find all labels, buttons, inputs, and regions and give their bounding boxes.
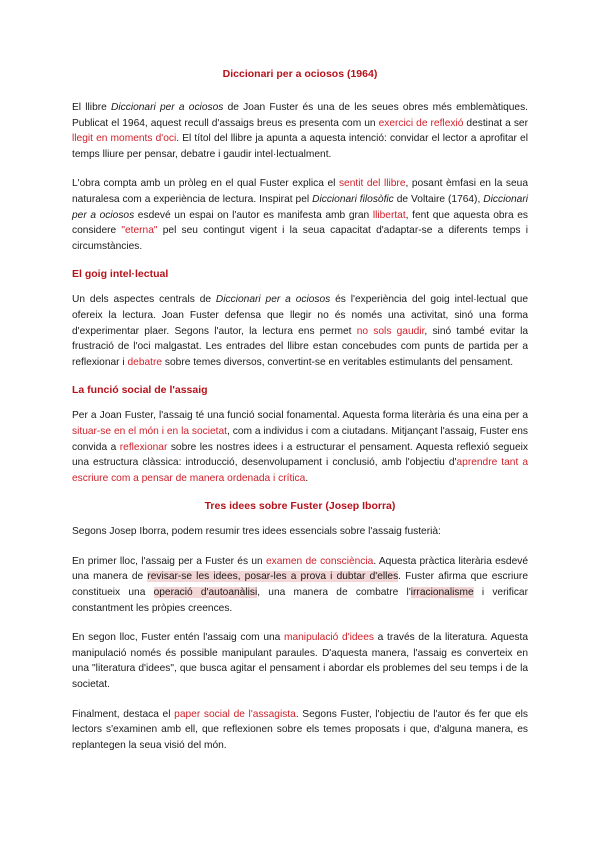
marked-text: irracionalisme (410, 587, 474, 599)
paragraph-iborra-intro: Segons Josep Iborra, podem resumir tres idees essencials sobre l'assaig fusterià: (72, 526, 441, 538)
text-run: , una manera de combatre l' (257, 587, 411, 599)
paragraph-goig (72, 292, 528, 370)
text-run: Per a Joan Fuster, l'assaig té una funció social fonamental. Aquesta forma literària és una eina per a (72, 410, 528, 422)
highlight-term: "eterna" (121, 225, 158, 237)
text-run: , com a individus i com a ciutadans. Mitjançant l'assaig, Fuster ens convida a (72, 425, 528, 453)
book-title: Diccionari per a ociosos (215, 294, 331, 306)
text-run: . (305, 472, 309, 484)
highlight-term: no sols gaudir (356, 325, 425, 337)
text-run: En primer lloc, l'assaig per a Fuster és un (72, 555, 266, 567)
text-run: a través de la literatura. Aquesta manipulació només és possible manipulant paraules. D'aquesta manera, l'assaig es converteix en una "literatura d'idees", que busca agitar el pensament i abordar els problemes del seu temps i de la societat. (72, 632, 528, 691)
text-run: . El títol del llibre ja apunta a aquesta intenció: convidar el lector a aprofitar el temps lliure per pensar, debatre i gaudir intel·lectualment. (72, 133, 528, 160)
section-heading-goig: El goig intel·lectual (72, 268, 169, 281)
book-title: Diccionari per a ociosos (72, 193, 528, 221)
text-run: . Segons Fuster, l'objectiu de l'autor és fer que els lectors s'examinen amb ell, que reflexionen sobre els temes proposats i que, d'alguna manera, es replantegen la seua visió del món. (72, 708, 529, 751)
text-run: L'obra compta amb un pròleg en el qual Fuster explica el (72, 178, 339, 190)
book-title: Diccionari filosòfic (312, 193, 394, 205)
paragraph-idea-1 (72, 554, 528, 616)
marked-text: revisar-se les idees, posar-les a prova i dubtar d'elles (147, 571, 399, 583)
highlight-term: manipulació d'idees (283, 632, 374, 644)
section-heading-funcio: La funció social de l'assaig (72, 384, 208, 397)
text-run: de Voltaire (1764), (393, 193, 484, 205)
highlight-term: reflexionar (119, 441, 168, 453)
highlight-term: examen de consciència (265, 555, 374, 567)
highlight-term: aprendre tant a escriure com a pensar de manera ordenada i crítica (72, 457, 529, 484)
text-run: sobre temes diversos, convertint-se en veritables estimulants del pensament. (162, 356, 514, 368)
section-heading-tres-idees: Tres idees sobre Fuster (Josep Iborra) (204, 500, 396, 513)
paragraph-funcio (72, 408, 528, 486)
text-run: Finalment, destaca el (72, 708, 175, 720)
marked-text: operació d'autoanàlisi (153, 587, 258, 599)
text-run: Un dels aspectes centrals de (72, 294, 216, 306)
text-run: , sinó també evitar la frustració de l'oci malgastat. Les entrades del llibre estan concebudes com punts de partida per a reflexionar i (72, 325, 529, 368)
paragraph-idea-2 (72, 630, 528, 692)
text-run: és l'experiència del goig intel·lectual que ofereix la lectura. Joan Fuster defensa que llegir no és només una activitat, sinó una forma d'experimentar plaer. Segons l'autor, la lectura ens permet (72, 294, 528, 337)
text-run: pel seu contingut vigent i la seua capacitat d'adaptar-se a diferents temps i circumstàncies. (72, 225, 528, 252)
highlight-term: sentit del llibre (338, 178, 406, 190)
text-run: . Fuster afirma que escriure constitueix una (72, 571, 528, 599)
text-run: , fent que aquesta obra es considere (72, 209, 528, 237)
highlight-term: debatre (127, 356, 163, 368)
text-run: i verificar constantment les pròpies creences. (72, 587, 528, 614)
text-run: . Aquesta pràctica literària esdevé una manera de (72, 555, 528, 583)
page-title: Diccionari per a ociosos (1964) (222, 68, 378, 80)
text-run: , posant èmfasi en la seua naturalesa com a experiència de lectura. Inspirat pel (72, 178, 529, 205)
paragraph-idea-3 (72, 707, 528, 754)
book-title: Diccionari per a ociosos (111, 102, 224, 113)
paragraph-prologue (72, 176, 528, 254)
text-run: El llibre (72, 102, 112, 113)
text-run: de Joan Fuster és una de les seues obres més emblemàtiques. Publicat el 1964, aquest recull d'assaigs breus es presenta com un (72, 102, 528, 129)
highlight-term: llibertat (372, 209, 406, 221)
highlight-term: llegit en moments d'oci (72, 133, 177, 145)
paragraph-intro (72, 100, 528, 162)
text-run: sobre les nostres idees i a estructurar el pensament. Aquesta reflexió segueix una estructura clàssica: introducció, desenvolupament i conclusió, amb l'objectiu d' (72, 441, 528, 469)
highlight-term: situar-se en el món i en la societat (72, 425, 227, 437)
text-run: destinat a ser (463, 117, 528, 129)
highlight-term: paper social de l'assagista (174, 708, 296, 720)
text-run: esdevé un espai on l'autor es manifesta amb gran (134, 209, 373, 221)
highlight-term: exercici de reflexió (378, 117, 464, 129)
text-run: En segon lloc, Fuster entén l'assaig com una (72, 632, 284, 644)
